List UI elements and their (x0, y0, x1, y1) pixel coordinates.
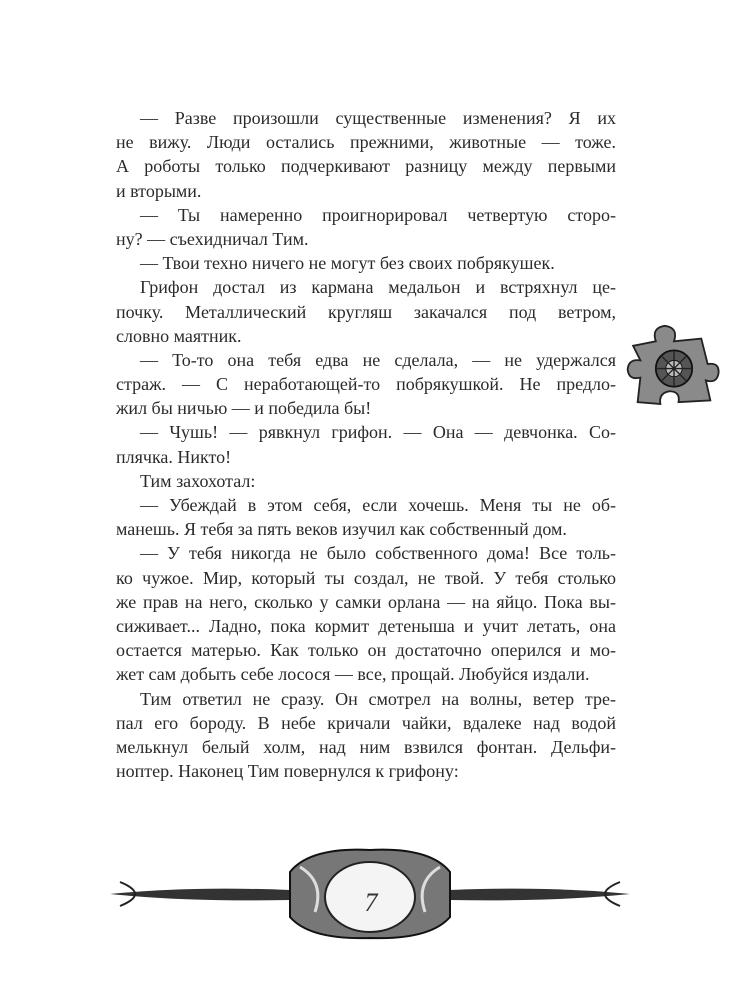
text-line: остается матерью. Как только он достаточно оперился и мо- (116, 640, 616, 661)
text-line: ну? — съехидничал Тим. (116, 228, 309, 249)
text-line: жил бы ничью — и победила бы! (116, 398, 372, 419)
text-line: почку. Металлический кругляш закачался под ветром, (116, 301, 616, 322)
text-line: же прав на него, сколько у самки орлана — на яйцо. Пока вы- (116, 591, 616, 612)
text-line: — То-то она тебя едва не сделала, — не удержался (140, 349, 616, 370)
text-line: пал его бороду. В небе кричали чайки, вдалеке над водой (116, 712, 616, 733)
text-line: — Ты намеренно проигнорировал четвертую сторо- (140, 204, 616, 225)
text-line: ноптер. Наконец Тим повернулся к грифону: (116, 761, 459, 782)
text-line: страж. — С неработающей-то побрякушкой. Не предло- (116, 374, 616, 395)
page-number: 7 (364, 888, 378, 917)
text-line: — Твои техно ничего не могут без своих побрякушек. (140, 253, 555, 274)
text-line: Грифон достал из кармана медальон и встряхнул це- (140, 277, 616, 298)
text-line: — Чушь! — рявкнул грифон. — Она — девчонка. Со- (140, 422, 616, 443)
text-line: — Убеждай в этом себя, если хочешь. Меня ты не об- (140, 495, 616, 515)
text-line: Тим ответил не сразу. Он смотрел на волны, ветер тре- (140, 688, 616, 709)
text-line: словно маятник. (116, 325, 242, 346)
text-line: мелькнул белый холм, над ним взвился фонтан. Дельфи- (116, 736, 616, 757)
text-line: не вижу. Люди остались прежними, животные — тоже. (116, 132, 616, 153)
text-line: — Разве произошли существенные изменения? Я их (140, 108, 616, 128)
text-line: жет сам добыть себе лосося — все, прощай. Любуйся издали. (116, 664, 590, 685)
text-line: — У тебя никогда не было собственного дома! Все толь- (140, 543, 616, 564)
text-line: сиживает... Ладно, пока кормит детеныша и учит летать, она (116, 615, 616, 636)
text-line: и вторыми. (116, 180, 202, 201)
puzzle-piece-icon (624, 318, 724, 410)
text-line: Тим захохотал: (140, 470, 256, 491)
text-line: А роботы только подчеркивают разницу между первыми (116, 156, 616, 177)
text-line: ко чужое. Мир, который ты создал, не твой. У тебя столько (116, 567, 616, 588)
text-line: плячка. Никто! (116, 446, 232, 467)
body-text (116, 106, 616, 783)
text-line: манешь. Я тебя за пять веков изучил как собственный дом. (116, 519, 567, 540)
